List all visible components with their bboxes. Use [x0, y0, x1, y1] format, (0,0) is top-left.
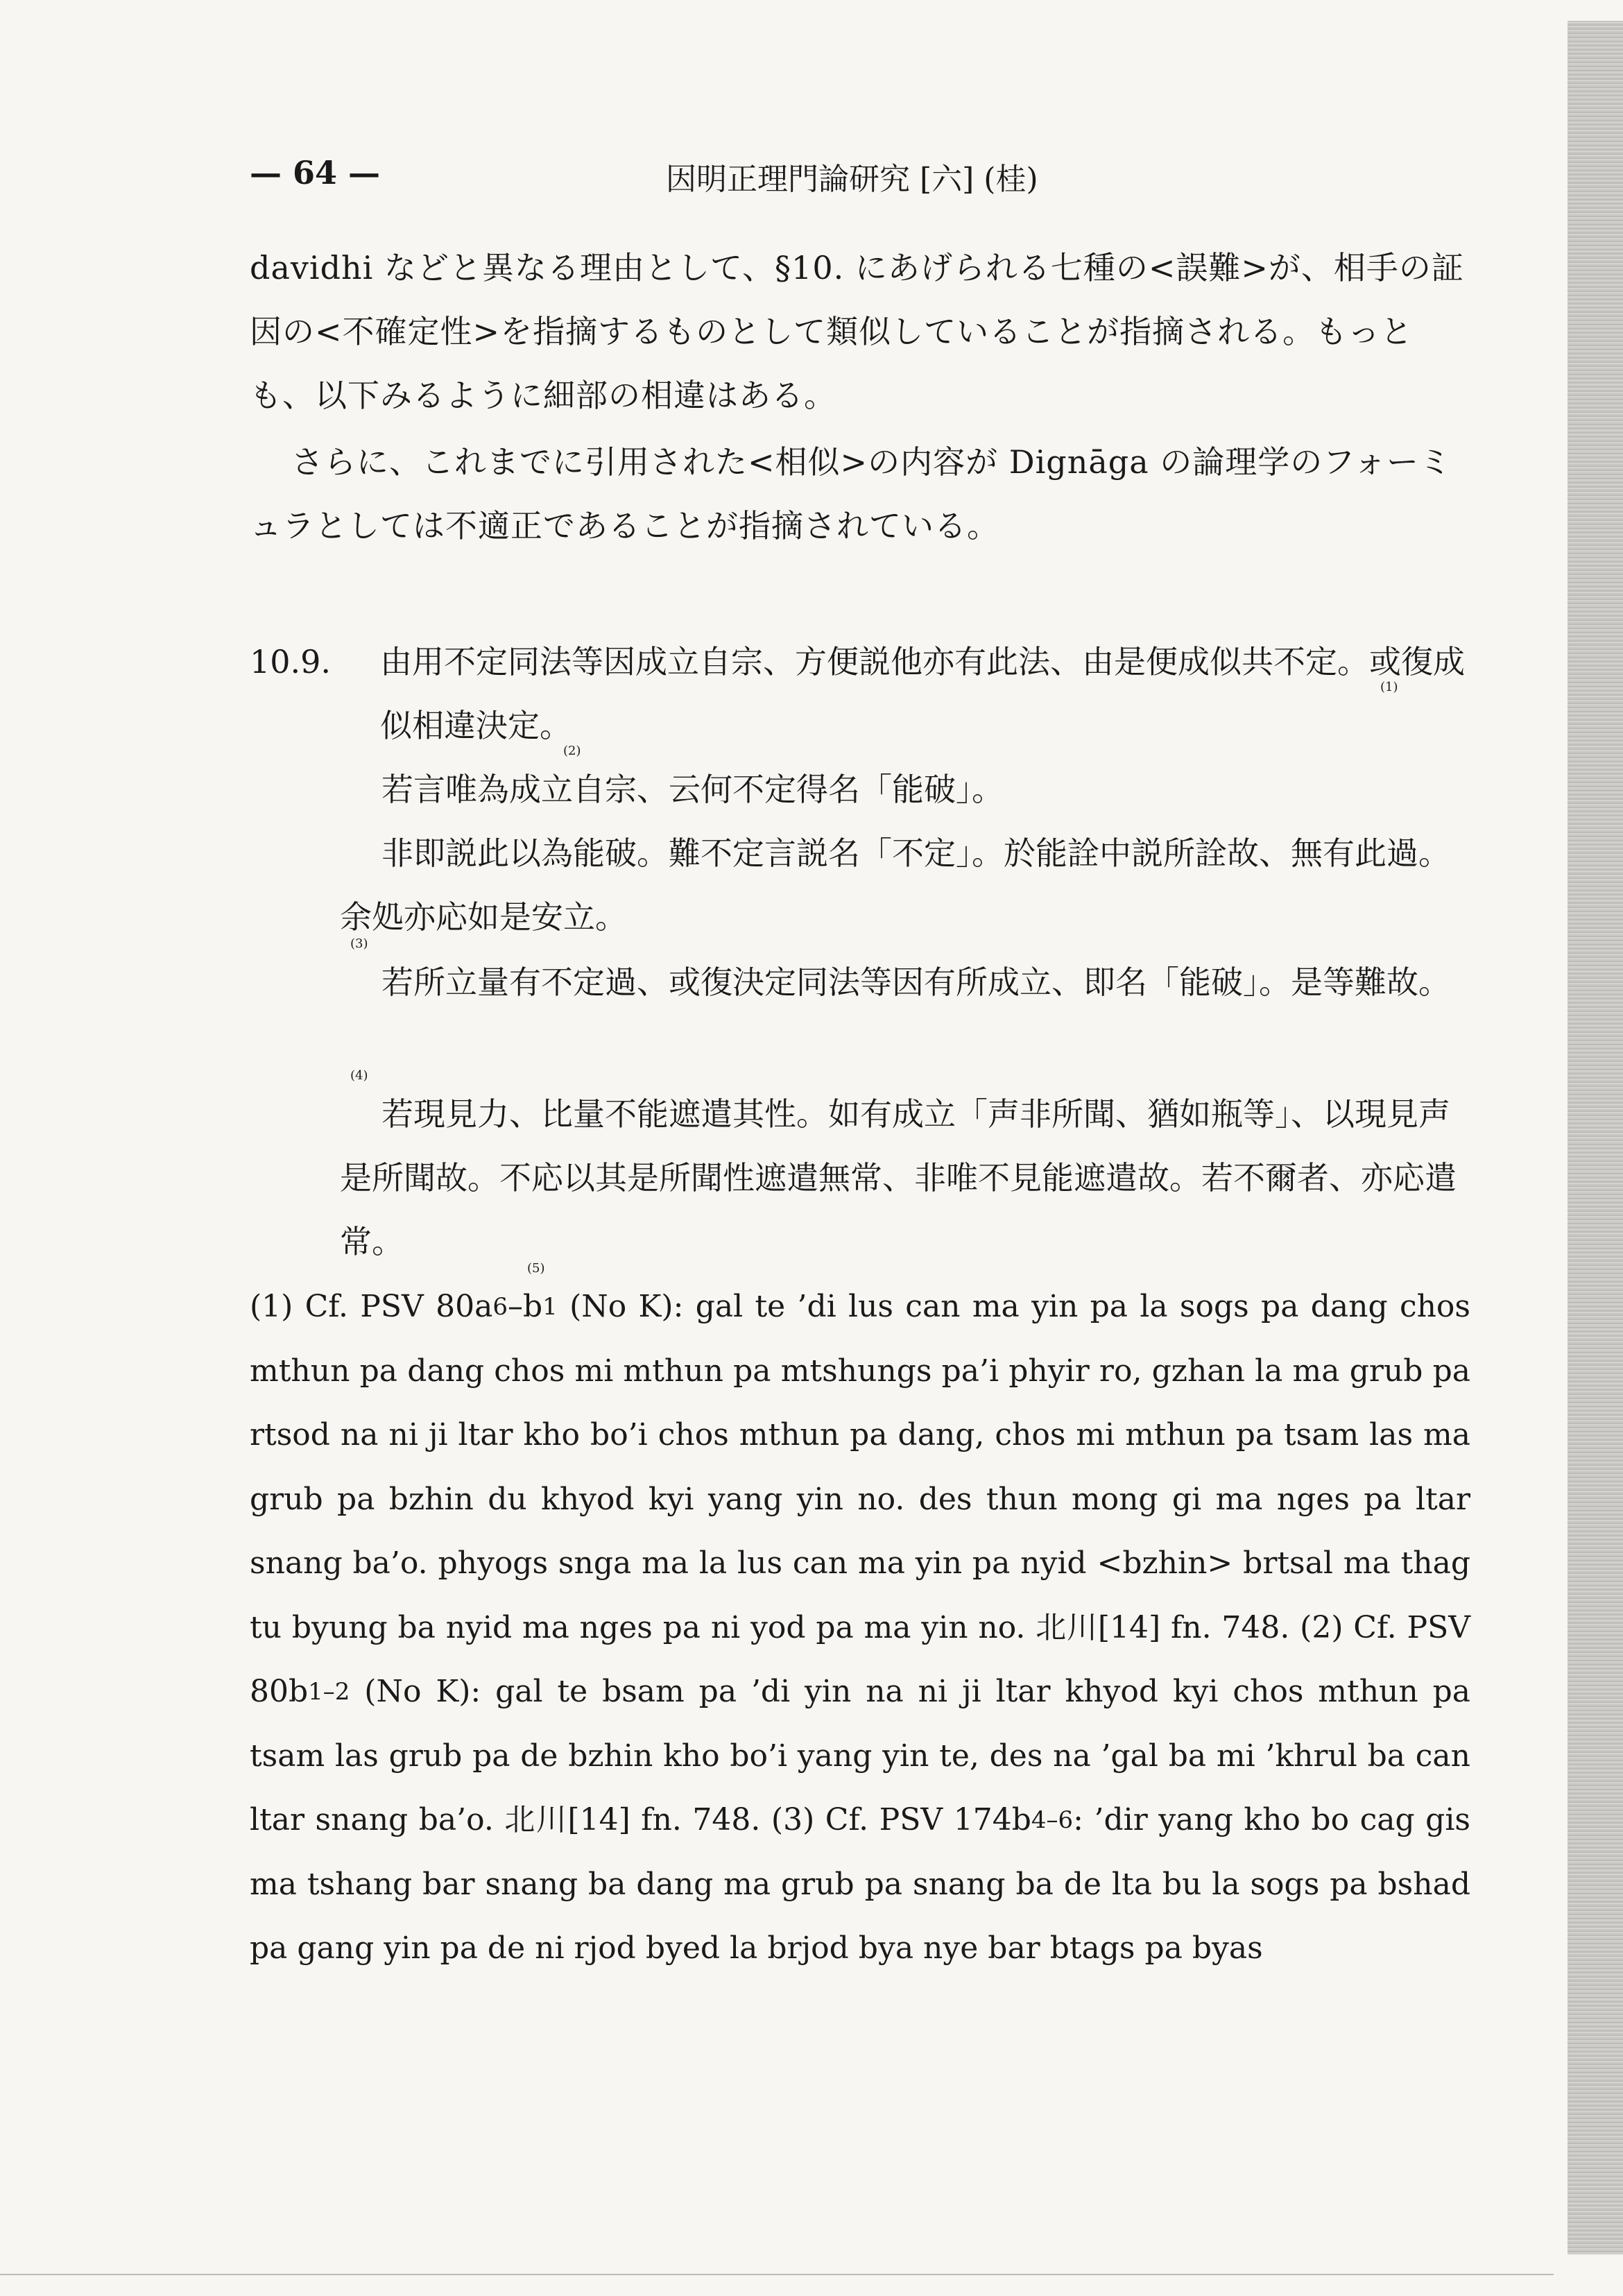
footnote-mark-5: (5): [527, 1261, 545, 1276]
section-text-5: 若現見力、比量不能遮遣其性。如有成立「声非所聞、猶如瓶等」、以現見声是所聞故。不応以其是所聞性遮遣無常、非唯不見能遮遣故。若不爾者、亦応遣常。: [340, 1095, 1457, 1260]
note-3-sup: 4–6: [1031, 1806, 1074, 1834]
intro-paragraph-1: davidhi などと異なる理由として、§10. にあげられる七種の<誤難>が、相手の証因の<不確定性>を指摘するものとして類似していることが指摘される。もっとも、以下みるように細部の相違はある。: [250, 249, 1464, 414]
page-number: — 64 —: [250, 154, 381, 191]
note-3-label: (3) Cf. PSV 174b: [771, 1802, 1031, 1837]
page-header: [250, 154, 1554, 203]
footnotes: [250, 1275, 1470, 1981]
note-1-label: (1) Cf. PSV 80a: [250, 1289, 493, 1324]
section-text-4: 若所立量有不定過、或復決定同法等因有所成立、即名「能破」。是等難故。: [381, 963, 1450, 1001]
footnote-mark-1: (1): [1380, 680, 1398, 694]
footnote-mark-2: (2): [563, 744, 581, 758]
section-number: 10.9.: [250, 643, 332, 680]
note-2-text: (No K): gal te bsam pa ’di yin na ni ji ltar khyod kyi chos mthun pa tsam las grub pa de bzhin kho bo’i yang yin te, des na ’gal ba mi ’khrul ba can ltar snang ba’o. 北川[14] fn. 748.: [250, 1674, 1470, 1837]
section-text-1: [380, 630, 1470, 757]
intro-paragraph-2: さらに、これまでに引用された<相似>の内容が Dignāga の論理学のフォーミュラとしては不適正であることが指摘されている。: [250, 443, 1452, 545]
section-text-2: 若言唯為成立自宗、云何不定得名「能破」。: [381, 771, 1004, 808]
note-1-sup-a: 6: [492, 1293, 508, 1321]
scan-bottom-line: [0, 2274, 1554, 2275]
note-1-sup-b: 1: [542, 1293, 558, 1321]
note-1-range: –b: [507, 1289, 543, 1324]
note-2-sup: 1–2: [308, 1678, 350, 1706]
scan-edge-shadow: [1568, 21, 1623, 2254]
section-text-1-body: 由用不定同法等因成立自宗、方便説他亦有此法、由是便成似共不定。或復成似相違決定。: [380, 643, 1465, 744]
section-text-3: 非即説此以為能破。難不定言説名「不定」。於能詮中説所詮故、無有此過。余処亦応如是安立。: [340, 834, 1450, 936]
note-1-text: (No K): gal te ’di lus can ma yin pa la sogs pa dang chos mthun pa dang chos mi mthun pa mtshungs pa’i phyir ro, gzhan la ma grub pa rtsod na ni ji ltar kho bo’i chos mthun pa dang, chos mi mthun pa tsam las ma grub pa bzhin du khyod kyi yang yin no. des thun mong gi ma nges pa ltar snang ba’o. phyogs snga ma la lus can ma yin pa nyid <bzhin> brtsal ma thag tu byung ba nyid ma nges pa ni yod pa ma yin no. 北川[14] fn. 748.: [250, 1289, 1470, 1645]
note-2-label: (2) Cf. PSV 80b: [250, 1609, 1470, 1709]
footnote-mark-4: (4): [350, 1068, 368, 1083]
note-3-text: : ’dir yang kho bo cag gis ma tshang bar snang ba dang ma grub pa snang ba de lta bu la sogs pa bshad pa gang yin pa de ni rjod byed la brjod bya nye bar btags pa byas: [250, 1802, 1470, 1966]
running-title: 因明正理門論研究 [六] (桂): [666, 162, 1038, 197]
footnote-mark-3: (3): [350, 936, 368, 951]
